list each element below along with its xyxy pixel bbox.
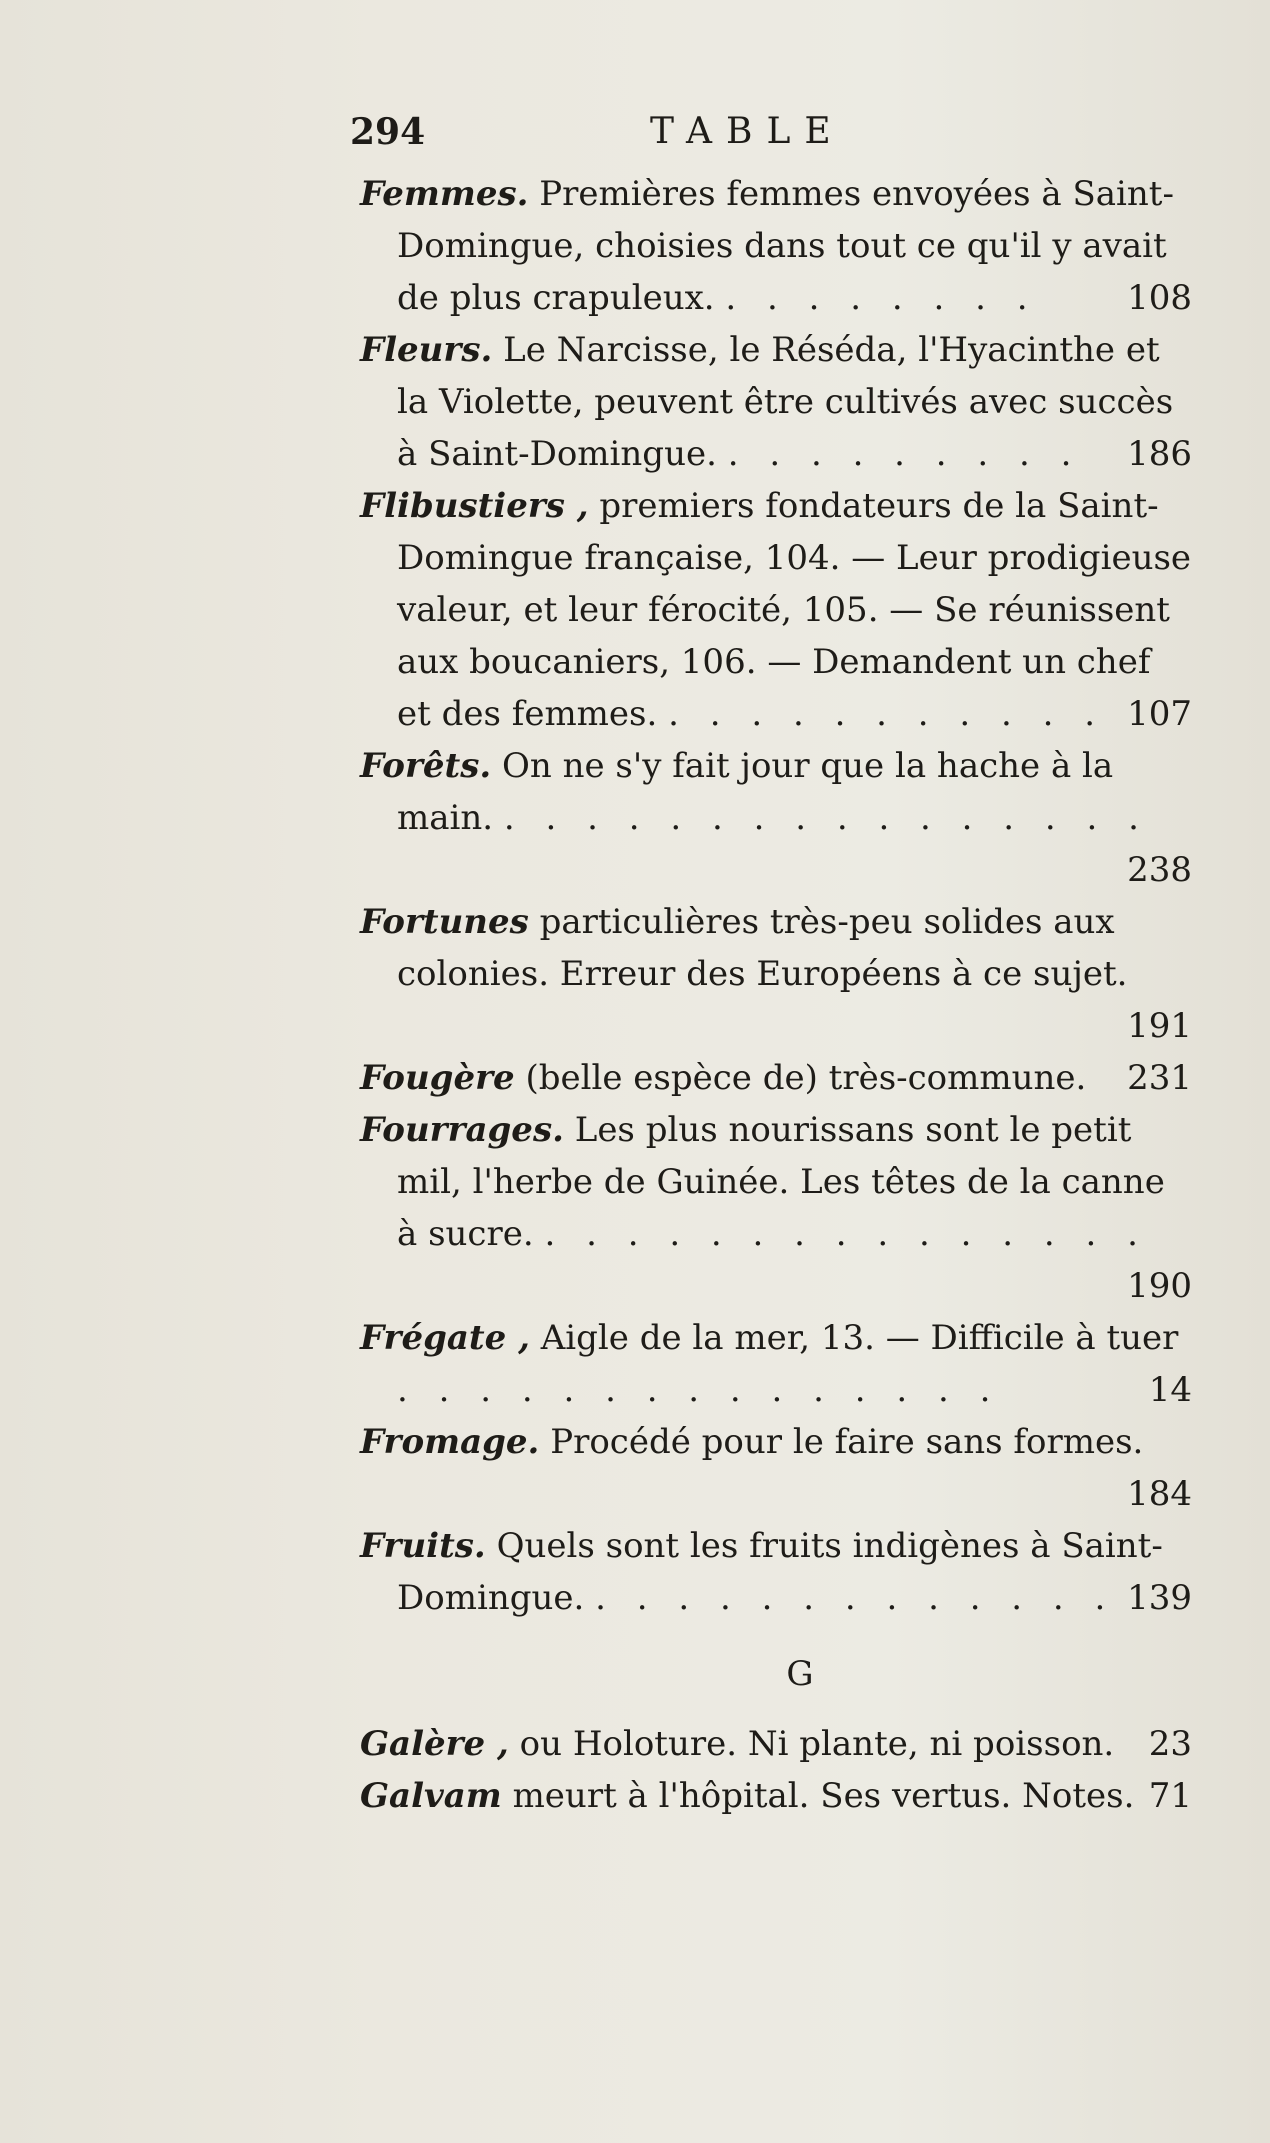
index-entry xyxy=(360,168,1192,324)
entry-leader-dots: . . . . . . . . . . . . . . . . xyxy=(503,798,1149,838)
entry-head: Fourrages. xyxy=(360,1110,564,1150)
entry-leader-dots: . . . . . . . . . . . . . . . xyxy=(544,1214,1148,1254)
index-entry xyxy=(360,1104,1192,1312)
entry-text: meurt à l'hôpital. Ses vertus. Notes. xyxy=(512,1776,1135,1816)
entry-head: Fougère xyxy=(360,1058,515,1098)
entry-head: Fruits. xyxy=(360,1526,486,1566)
entry-leader-dots: . . . . . . . . xyxy=(725,278,1038,318)
entry-page: 190 xyxy=(1127,1266,1192,1306)
index-entry xyxy=(360,740,1192,896)
entry-page: 23 xyxy=(1148,1724,1192,1764)
entry-leader-dots: . . . . . . . . . . . . . xyxy=(595,1578,1116,1618)
entry-page: 191 xyxy=(1127,1006,1192,1046)
entry-text: premiers fondateurs de la Saint-Domingue française, 104. — Leur prodigieuse valeur, et leur férocité, 105. — Se réunissent aux boucaniers, 106. — Demandent un chef et des femmes. xyxy=(397,486,1192,734)
index-entry xyxy=(360,1718,1192,1770)
entry-text: Les plus nourissans sont le petit mil, l'herbe de Guinée. Les têtes de la canne à sucre. xyxy=(397,1110,1165,1254)
index-entry xyxy=(360,1416,1192,1520)
entry-head: Femmes. xyxy=(360,174,529,214)
entry-leader-dots: . . . . . . . . . . . . . . . xyxy=(397,1370,1001,1410)
entry-text: Premières femmes envoyées à Saint-Domingue, choisies dans tout ce qu'il y avait de plus crapuleux. xyxy=(397,174,1174,318)
entry-page: 186 xyxy=(1127,434,1192,474)
entry-head: Galvam xyxy=(360,1776,502,1816)
index-entries xyxy=(360,168,1192,1822)
entry-head: Galère , xyxy=(360,1724,509,1764)
entry-text: Procédé pour le faire sans formes. xyxy=(550,1422,1144,1462)
entry-page: 108 xyxy=(1127,278,1192,318)
entry-text: Quels sont les fruits indigènes à Saint-Domingue. xyxy=(397,1526,1163,1618)
page-number: 294 xyxy=(350,111,426,153)
index-entry xyxy=(360,1520,1192,1624)
entry-page: 184 xyxy=(1127,1474,1192,1514)
section-letter: G xyxy=(786,1654,814,1694)
entry-page: 238 xyxy=(1127,850,1192,890)
index-entry xyxy=(360,896,1192,1052)
entry-leader-dots: . . . . . . . . . . . xyxy=(668,694,1106,734)
index-entry xyxy=(360,1312,1192,1416)
entry-text: Le Narcisse, le Réséda, l'Hyacinthe et la Violette, peuvent être cultivés avec succès à Saint-Domingue. xyxy=(397,330,1174,474)
entry-head: Frégate , xyxy=(360,1318,530,1358)
entry-page: 107 xyxy=(1127,694,1192,734)
entry-head: Fortunes xyxy=(360,902,529,942)
entry-page: 14 xyxy=(1148,1370,1192,1410)
index-entry xyxy=(360,480,1192,740)
entry-head: Flibustiers , xyxy=(360,486,589,526)
entry-text: Aigle de la mer, 13. — Difficile à tuer xyxy=(540,1318,1179,1358)
entry-text: ou Holoture. Ni plante, ni poisson. xyxy=(519,1724,1115,1764)
entry-page: 71 xyxy=(1148,1776,1192,1816)
entry-head: Fleurs. xyxy=(360,330,493,370)
entry-page: 139 xyxy=(1127,1578,1192,1618)
entry-text: particulières très-peu solides aux colonies. Erreur des Européens à ce sujet. xyxy=(397,902,1128,994)
index-entry xyxy=(360,1770,1192,1822)
running-title: TABLE xyxy=(650,111,845,152)
entry-head: Fromage. xyxy=(360,1422,540,1462)
index-entry xyxy=(360,1052,1192,1104)
entry-text: (belle espèce de) très-commune. xyxy=(525,1058,1087,1098)
entry-page: 231 xyxy=(1127,1058,1192,1098)
entry-head: Forêts. xyxy=(360,746,492,786)
index-entry xyxy=(360,324,1192,480)
entry-leader-dots: . . . . . . . . . xyxy=(727,434,1082,474)
page-header xyxy=(350,105,1200,165)
entry-text: On ne s'y fait jour que la hache à la main. xyxy=(397,746,1114,838)
